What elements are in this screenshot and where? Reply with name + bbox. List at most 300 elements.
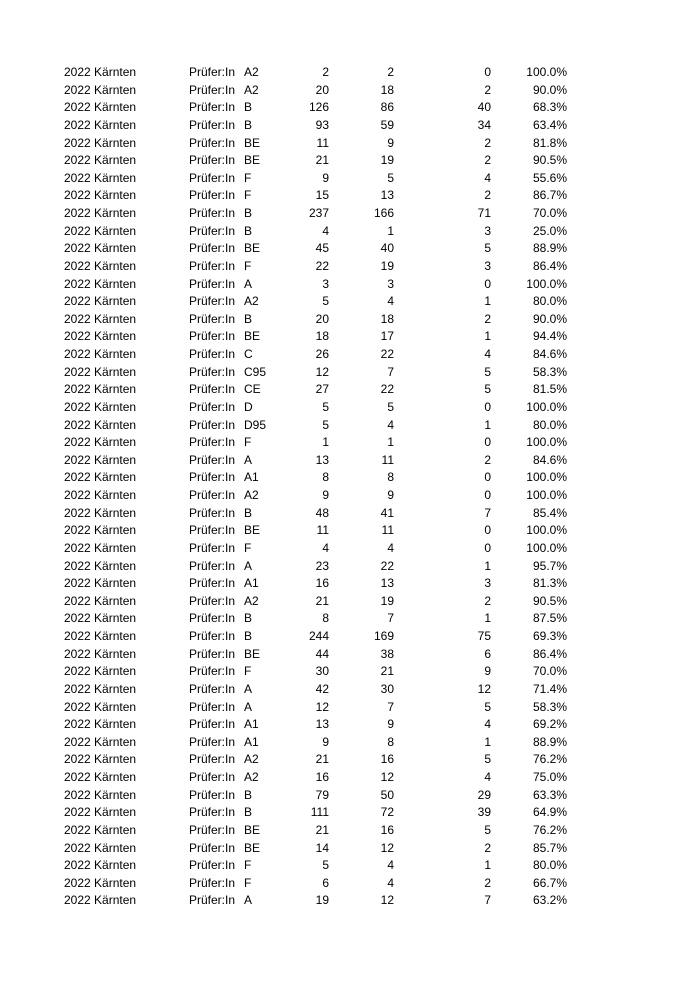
table-row [0,64,700,82]
license-class-cell: BE [244,241,261,256]
passed-count-cell: 38 [380,646,394,661]
failed-count-cell: 5 [484,382,491,397]
pass-rate-cell: 63.2% [532,893,567,908]
table-row [0,152,700,170]
license-class-cell: BE [244,135,261,150]
pass-rate-cell: 90.5% [532,593,567,608]
pass-rate-cell: 58.3% [532,364,567,379]
passed-count-cell: 11 [381,452,394,467]
passed-count-cell: 7 [387,364,394,379]
total-count-cell: 244 [308,629,329,643]
pass-rate-cell: 86.4% [532,258,567,273]
license-class-cell: A2 [244,65,259,79]
failed-count-cell: 1 [484,734,491,749]
examiner-role-cell: Prüfer:In [189,117,236,132]
table-row [0,258,700,276]
total-count-cell: 21 [315,822,329,837]
license-class-cell: A [244,893,253,908]
total-count-cell: 5 [322,399,329,414]
region-year-cell: 2022 Kärnten [64,135,137,150]
pass-rate-cell: 94.4% [532,329,567,344]
total-count-cell: 4 [322,540,329,555]
region-year-cell: 2022 Kärnten [64,787,137,802]
total-count-cell: 14 [315,840,329,855]
pass-rate-cell: 69.3% [532,629,567,643]
region-year-cell: 2022 Kärnten [64,805,137,820]
table-row [0,663,700,681]
failed-count-cell: 39 [477,805,491,820]
passed-count-cell: 169 [373,629,394,643]
pass-rate-cell: 86.7% [532,188,567,203]
region-year-cell: 2022 Kärnten [64,858,137,873]
passed-count-cell: 12 [380,840,394,855]
region-year-cell: 2022 Kärnten [64,875,137,890]
examiner-role-cell: Prüfer:In [189,470,236,485]
region-year-cell: 2022 Kärnten [64,382,137,397]
total-count-cell: 19 [315,893,329,908]
passed-count-cell: 8 [387,470,394,485]
table-row [0,99,700,117]
examiner-role-cell: Prüfer:In [189,734,236,749]
examiner-role-cell: Prüfer:In [189,717,236,732]
failed-count-cell: 40 [477,100,491,115]
total-count-cell: 3 [322,276,329,291]
table-row [0,892,700,910]
license-class-cell: F [244,664,252,679]
total-count-cell: 20 [315,311,329,326]
examiner-role-cell: Prüfer:In [189,822,236,837]
pass-rate-cell: 95.7% [532,558,567,573]
examiner-role-cell: Prüfer:In [189,699,236,714]
region-year-cell: 2022 Kärnten [64,664,137,679]
table-row [0,505,700,523]
failed-count-cell: 0 [484,65,491,79]
table-row [0,769,700,787]
examiner-role-cell: Prüfer:In [189,223,236,238]
failed-count-cell: 71 [477,206,491,220]
table-row [0,469,700,487]
total-count-cell: 20 [315,82,329,97]
pass-rate-cell: 85.4% [532,505,567,520]
examiner-role-cell: Prüfer:In [189,840,236,855]
passed-count-cell: 19 [380,153,394,168]
license-class-cell: B [244,611,253,626]
passed-count-cell: 2 [387,65,394,79]
region-year-cell: 2022 Kärnten [64,65,137,79]
failed-count-cell: 0 [484,399,491,414]
examiner-role-cell: Prüfer:In [189,752,236,767]
pass-rate-cell: 81.8% [532,135,567,150]
total-count-cell: 15 [315,188,329,203]
passed-count-cell: 21 [380,664,394,679]
table-row [0,857,700,875]
failed-count-cell: 0 [484,470,491,485]
pass-rate-cell: 66.7% [532,875,567,890]
passed-count-cell: 9 [387,135,394,150]
region-year-cell: 2022 Kärnten [64,770,137,784]
passed-count-cell: 41 [380,505,394,520]
failed-count-cell: 0 [484,276,491,291]
license-class-cell: A1 [244,470,259,485]
failed-count-cell: 2 [484,311,491,326]
license-class-cell: C [244,347,253,361]
license-class-cell: A [244,452,253,467]
passed-count-cell: 72 [380,805,394,820]
pass-rate-cell: 100.0% [526,488,567,502]
examiner-role-cell: Prüfer:In [189,135,236,150]
total-count-cell: 12 [315,364,329,379]
region-year-cell: 2022 Kärnten [64,576,137,591]
license-class-cell: BE [244,840,261,855]
pass-rate-cell: 80.0% [532,294,567,309]
examiner-role-cell: Prüfer:In [189,329,236,344]
license-class-cell: F [244,258,252,273]
license-class-cell: BE [244,646,261,661]
region-year-cell: 2022 Kärnten [64,399,137,414]
passed-count-cell: 18 [380,82,394,97]
table-row [0,452,700,470]
total-count-cell: 9 [322,488,329,502]
table-row [0,135,700,153]
passed-count-cell: 18 [380,311,394,326]
pass-rate-cell: 76.2% [532,752,567,767]
table-row [0,170,700,188]
failed-count-cell: 7 [484,505,491,520]
pass-rate-cell: 100.0% [526,540,567,555]
table-row [0,240,700,258]
failed-count-cell: 5 [484,241,491,256]
passed-count-cell: 17 [380,329,394,344]
region-year-cell: 2022 Kärnten [64,258,137,273]
table-row [0,487,700,505]
passed-count-cell: 16 [380,822,394,837]
license-class-cell: BE [244,329,261,344]
table-row [0,681,700,699]
total-count-cell: 16 [315,770,329,784]
failed-count-cell: 29 [477,787,491,802]
pass-rate-cell: 76.2% [532,822,567,837]
failed-count-cell: 4 [484,717,491,732]
failed-count-cell: 2 [484,153,491,168]
total-count-cell: 13 [315,452,329,467]
total-count-cell: 1 [322,435,329,450]
pass-rate-cell: 55.6% [532,170,567,185]
total-count-cell: 5 [322,294,329,309]
table-row [0,804,700,822]
total-count-cell: 48 [315,505,329,520]
passed-count-cell: 19 [380,593,394,608]
passed-count-cell: 12 [380,770,394,784]
license-class-cell: B [244,787,253,802]
failed-count-cell: 2 [484,840,491,855]
table-row [0,751,700,769]
examiner-role-cell: Prüfer:In [189,417,236,432]
license-class-cell: BE [244,153,261,168]
total-count-cell: 9 [322,734,329,749]
failed-count-cell: 5 [484,364,491,379]
failed-count-cell: 5 [484,699,491,714]
passed-count-cell: 8 [387,734,394,749]
license-class-cell: A2 [244,770,259,784]
pass-rate-cell: 63.3% [532,787,567,802]
total-count-cell: 5 [322,858,329,873]
examiner-role-cell: Prüfer:In [189,382,236,397]
region-year-cell: 2022 Kärnten [64,364,137,379]
failed-count-cell: 2 [484,452,491,467]
pass-rate-cell: 81.5% [532,382,567,397]
pass-rate-cell: 70.0% [532,664,567,679]
total-count-cell: 21 [315,593,329,608]
region-year-cell: 2022 Kärnten [64,717,137,732]
passed-count-cell: 12 [380,893,394,908]
table-row [0,434,700,452]
passed-count-cell: 40 [380,241,394,256]
table-row [0,293,700,311]
region-year-cell: 2022 Kärnten [64,117,137,132]
total-count-cell: 126 [308,100,329,115]
failed-count-cell: 75 [477,629,491,643]
failed-count-cell: 0 [484,523,491,538]
table-row [0,522,700,540]
table-row [0,417,700,435]
passed-count-cell: 59 [380,117,394,132]
failed-count-cell: 1 [484,611,491,626]
table-row [0,646,700,664]
region-year-cell: 2022 Kärnten [64,276,137,291]
examiner-role-cell: Prüfer:In [189,787,236,802]
pass-rate-cell: 25.0% [532,223,567,238]
examiner-role-cell: Prüfer:In [189,294,236,309]
examiner-role-cell: Prüfer:In [189,681,236,696]
license-class-cell: B [244,206,253,220]
total-count-cell: 11 [316,523,329,538]
failed-count-cell: 2 [484,188,491,203]
region-year-cell: 2022 Kärnten [64,699,137,714]
passed-count-cell: 22 [380,347,394,361]
total-count-cell: 8 [322,611,329,626]
table-row [0,787,700,805]
failed-count-cell: 0 [484,540,491,555]
pass-rate-cell: 64.9% [532,805,567,820]
failed-count-cell: 7 [484,893,491,908]
license-class-cell: B [244,117,253,132]
examiner-role-cell: Prüfer:In [189,100,236,115]
failed-count-cell: 1 [484,294,491,309]
examiner-role-cell: Prüfer:In [189,276,236,291]
examiner-role-cell: Prüfer:In [189,770,236,784]
examiner-role-cell: Prüfer:In [189,893,236,908]
table-row [0,699,700,717]
total-count-cell: 2 [322,65,329,79]
license-class-cell: B [244,629,253,643]
pass-rate-cell: 86.4% [532,646,567,661]
table-row [0,82,700,100]
pass-rate-cell: 71.4% [532,681,567,696]
pass-rate-cell: 85.7% [532,840,567,855]
region-year-cell: 2022 Kärnten [64,188,137,203]
license-class-cell: A2 [244,488,259,502]
examiner-role-cell: Prüfer:In [189,311,236,326]
passed-count-cell: 5 [387,399,394,414]
passed-count-cell: 4 [387,294,394,309]
examiner-role-cell: Prüfer:In [189,258,236,273]
passed-count-cell: 1 [387,435,394,450]
examiner-role-cell: Prüfer:In [189,241,236,256]
table-row [0,558,700,576]
license-class-cell: A1 [244,717,259,732]
table-row [0,328,700,346]
passed-count-cell: 16 [380,752,394,767]
examiner-role-cell: Prüfer:In [189,629,236,643]
total-count-cell: 18 [315,329,329,344]
failed-count-cell: 5 [484,752,491,767]
examiner-role-cell: Prüfer:In [189,858,236,873]
passed-count-cell: 4 [387,540,394,555]
table-row [0,734,700,752]
pass-rate-cell: 90.0% [532,82,567,97]
total-count-cell: 9 [322,170,329,185]
total-count-cell: 21 [315,153,329,168]
table-row [0,610,700,628]
passed-count-cell: 4 [387,858,394,873]
region-year-cell: 2022 Kärnten [64,488,137,502]
total-count-cell: 16 [315,576,329,591]
license-class-cell: B [244,223,253,238]
total-count-cell: 22 [315,258,329,273]
total-count-cell: 5 [322,417,329,432]
table-row [0,822,700,840]
table-row [0,187,700,205]
pass-rate-cell: 88.9% [532,734,567,749]
examiner-role-cell: Prüfer:In [189,435,236,450]
examiner-role-cell: Prüfer:In [189,576,236,591]
table-row [0,117,700,135]
failed-count-cell: 3 [484,576,491,591]
total-count-cell: 6 [322,875,329,890]
examiner-role-cell: Prüfer:In [189,65,236,79]
license-class-cell: C95 [244,364,267,379]
region-year-cell: 2022 Kärnten [64,646,137,661]
examiner-role-cell: Prüfer:In [189,364,236,379]
license-class-cell: A1 [244,576,259,591]
table-row [0,716,700,734]
region-year-cell: 2022 Kärnten [64,840,137,855]
data-sheet [0,64,700,910]
passed-count-cell: 7 [387,611,394,626]
region-year-cell: 2022 Kärnten [64,822,137,837]
license-class-cell: F [244,435,252,450]
total-count-cell: 26 [315,347,329,361]
failed-count-cell: 2 [484,82,491,97]
examiner-role-cell: Prüfer:In [189,593,236,608]
examiner-role-cell: Prüfer:In [189,452,236,467]
pass-rate-cell: 84.6% [532,452,567,467]
region-year-cell: 2022 Kärnten [64,734,137,749]
pass-rate-cell: 69.2% [532,717,567,732]
region-year-cell: 2022 Kärnten [64,347,137,361]
license-class-cell: D [244,399,253,414]
license-class-cell: F [244,858,252,873]
failed-count-cell: 3 [484,223,491,238]
examiner-role-cell: Prüfer:In [189,875,236,890]
license-class-cell: B [244,505,253,520]
examiner-role-cell: Prüfer:In [189,488,236,502]
region-year-cell: 2022 Kärnten [64,241,137,256]
passed-count-cell: 22 [380,382,394,397]
failed-count-cell: 2 [484,593,491,608]
license-class-cell: A1 [244,734,259,749]
failed-count-cell: 5 [484,822,491,837]
passed-count-cell: 22 [380,558,394,573]
pass-rate-cell: 100.0% [526,435,567,450]
pass-rate-cell: 80.0% [532,417,567,432]
pass-rate-cell: 100.0% [526,276,567,291]
total-count-cell: 111 [310,805,329,820]
region-year-cell: 2022 Kärnten [64,311,137,326]
passed-count-cell: 166 [373,206,394,220]
failed-count-cell: 34 [477,117,491,132]
region-year-cell: 2022 Kärnten [64,558,137,573]
passed-count-cell: 50 [380,787,394,802]
region-year-cell: 2022 Kärnten [64,435,137,450]
region-year-cell: 2022 Kärnten [64,611,137,626]
failed-count-cell: 4 [484,170,491,185]
total-count-cell: 237 [308,206,329,220]
examiner-role-cell: Prüfer:In [189,347,236,361]
total-count-cell: 13 [315,717,329,732]
region-year-cell: 2022 Kärnten [64,470,137,485]
region-year-cell: 2022 Kärnten [64,681,137,696]
passed-count-cell: 11 [381,523,394,538]
pass-rate-cell: 68.3% [532,100,567,115]
passed-count-cell: 19 [380,258,394,273]
pass-rate-cell: 75.0% [532,770,567,784]
region-year-cell: 2022 Kärnten [64,505,137,520]
passed-count-cell: 3 [387,276,394,291]
region-year-cell: 2022 Kärnten [64,629,137,643]
pass-rate-cell: 70.0% [532,206,567,220]
region-year-cell: 2022 Kärnten [64,294,137,309]
table-row [0,381,700,399]
pass-rate-cell: 58.3% [532,699,567,714]
pass-rate-cell: 100.0% [526,65,567,79]
pass-rate-cell: 63.4% [532,117,567,132]
license-class-cell: A [244,681,253,696]
examiner-role-cell: Prüfer:In [189,399,236,414]
examiner-role-cell: Prüfer:In [189,170,236,185]
passed-count-cell: 5 [387,170,394,185]
region-year-cell: 2022 Kärnten [64,417,137,432]
failed-count-cell: 6 [484,646,491,661]
license-class-cell: A2 [244,593,259,608]
pass-rate-cell: 87.5% [532,611,567,626]
total-count-cell: 4 [322,223,329,238]
region-year-cell: 2022 Kärnten [64,82,137,97]
table-row [0,575,700,593]
license-class-cell: D95 [244,417,267,432]
pass-rate-cell: 88.9% [532,241,567,256]
license-class-cell: BE [244,523,261,538]
passed-count-cell: 9 [387,717,394,732]
examiner-role-cell: Prüfer:In [189,188,236,203]
examiner-role-cell: Prüfer:In [189,505,236,520]
total-count-cell: 45 [315,241,329,256]
examiner-role-cell: Prüfer:In [189,153,236,168]
examiner-role-cell: Prüfer:In [189,805,236,820]
examiner-role-cell: Prüfer:In [189,82,236,97]
failed-count-cell: 1 [484,558,491,573]
table-row [0,840,700,858]
